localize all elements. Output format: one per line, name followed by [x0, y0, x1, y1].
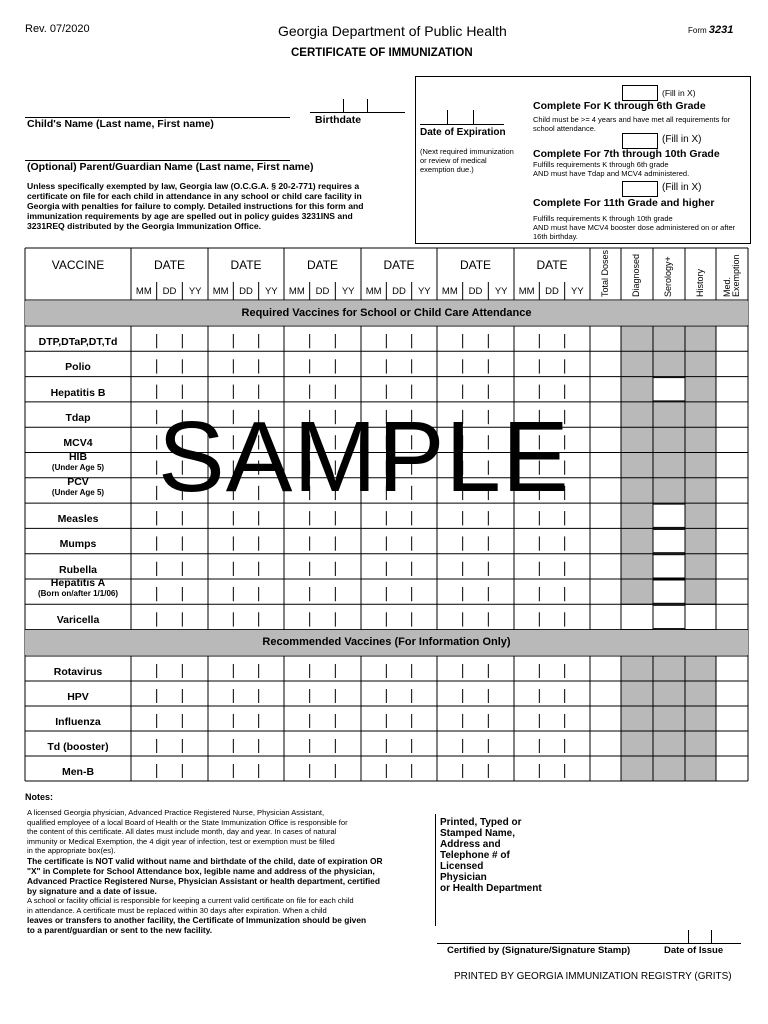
vaccine-name — [25, 451, 131, 472]
fill-label: (Fill in X) — [662, 182, 702, 193]
stamp-line: Licensed — [440, 861, 484, 872]
vaccine-label: Polio — [65, 361, 91, 374]
note-line: in attendance. A certificate must be replaced within 30 days after expiration. When a child — [27, 905, 327, 915]
vaccine-label: Mumps — [59, 538, 97, 551]
note-line: immunity or Medical Exemption, the 4 digit year of infection, test or exemption must be filled — [27, 836, 335, 846]
desc-line: Fulfills requirements K through 10th grade — [533, 214, 673, 223]
vaccine-name — [25, 387, 131, 399]
stamp-line: Stamped Name, — [440, 828, 516, 839]
stamp-line: Printed, Typed or — [440, 817, 522, 828]
sample-watermark: SAMPLE — [158, 401, 570, 513]
vaccine-header: VACCINE — [51, 258, 105, 272]
required-section-header: Required Vaccines for School or Child Care Attendance — [25, 301, 748, 325]
vaccine-label: MCV4 — [63, 437, 93, 450]
desc-line: Fulfills requirements K through 6th grade — [533, 160, 669, 169]
vaccine-name — [25, 361, 131, 373]
serology-box — [653, 580, 685, 603]
column-header: Serology+ — [663, 256, 673, 297]
date-header: DATE — [306, 258, 339, 272]
vaccine-label: HIB — [68, 450, 88, 463]
date-subheader: YY — [417, 286, 431, 297]
vaccine-label: Td (booster) — [47, 741, 109, 753]
serology-box — [653, 605, 685, 628]
vaccine-name — [25, 691, 131, 703]
date-header: DATE — [536, 258, 568, 272]
law-line: Georgia with penalties for failure to comply. Detailed instructions for this form and — [27, 201, 364, 211]
date-subheader: DD — [545, 286, 559, 297]
expiration-label: Date of Expiration — [420, 127, 506, 138]
note-line: Advanced Practice Registered Nurse, Physician Assistant or health department, certified — [27, 875, 380, 886]
vaccine-age-note: (Born on/after 1/1/06) — [37, 589, 118, 598]
column-header: History — [695, 268, 705, 297]
stamp-label — [440, 817, 542, 894]
column-header: Diagnosed — [631, 253, 641, 297]
note-line: the content of this certificate. All dates must include month, day and year. In cases of natural — [27, 827, 337, 837]
vaccine-label: PCV — [67, 475, 89, 488]
date-subheader: DD — [239, 286, 253, 297]
issue-tick — [711, 930, 712, 943]
issue-date-label: Date of Issue — [664, 945, 724, 956]
column-header: Med. Exemption — [722, 254, 741, 297]
date-subheader: DD — [468, 286, 483, 297]
issue-tick — [688, 930, 689, 943]
stamp-area-border — [435, 814, 436, 926]
vaccine-label: Rotavirus — [53, 666, 103, 678]
note-line: "X" in Complete for School Attendance box, legible name and address of the physician, — [27, 865, 375, 876]
column-header: Total Doses — [600, 249, 610, 297]
stamp-line: Telephone # of — [440, 850, 510, 861]
date-subheader: YY — [264, 286, 278, 297]
vaccine-name — [25, 437, 131, 449]
note-line: by signature and a date of issue. — [27, 885, 157, 896]
law-line: Unless specifically exempted by law, Georgia law (O.C.G.A. § 20-2-771) requires a — [27, 181, 360, 191]
notes-block — [27, 808, 427, 935]
note-line: leaves or transfers to another facility, the Certificate of Immunization should be given — [27, 915, 367, 926]
diagnosed-box — [621, 604, 653, 629]
date-header: DATE — [383, 258, 415, 272]
vaccine-name — [25, 716, 131, 728]
certified-label: Certified by (Signature/Signature Stamp) — [447, 945, 631, 956]
signature-line[interactable] — [437, 943, 741, 944]
vaccine-name — [25, 741, 131, 753]
serology-box — [653, 555, 685, 578]
date-subheader: YY — [341, 286, 355, 297]
vaccine-label: HPV — [67, 691, 89, 703]
form-label: Form 3231 — [688, 24, 734, 36]
stamp-line: or Health Department — [440, 883, 542, 894]
vaccine-name — [25, 766, 131, 778]
law-line: certificate on file for each child in attendance in any school or child care facility in — [27, 191, 362, 201]
date-subheader: DD — [392, 286, 406, 297]
note-line: (Next required immunization — [420, 147, 514, 156]
notes-heading: Notes: — [25, 792, 54, 802]
note-line: qualified employee of a local Board of Health or the State Immunization Office is responsible for — [27, 817, 348, 827]
date-subheader: YY — [494, 286, 508, 297]
vaccine-name — [25, 614, 131, 626]
note-line: or review of medical — [420, 156, 487, 165]
law-line: immunization requirements by age are spelled out in policy guides 3231INS and — [27, 211, 353, 221]
vaccine-name — [25, 336, 131, 348]
date-header: DATE — [153, 258, 186, 272]
child-name-label: Child's Name (Last name, First name) — [27, 118, 214, 130]
stamp-line: Physician — [440, 872, 487, 883]
note-line: A school or facility official is responsible for keeping a current valid certificate on file for each child — [27, 895, 354, 905]
desc-line: Child must be >= 4 years and have met all requirements for — [533, 115, 731, 124]
fill-label: (Fill in X) — [662, 88, 696, 98]
vaccine-label: Influenza — [55, 716, 101, 728]
11-plus-title: Complete For 11th Grade and higher — [533, 197, 715, 209]
stamp-line: Address and — [440, 839, 501, 850]
desc-line: AND must have MCV4 booster dose administered on or after — [533, 223, 736, 232]
date-subheader: YY — [188, 286, 202, 297]
form-number: 3231 — [708, 24, 734, 36]
7-10-title: Complete For 7th through 10th Grade — [533, 148, 720, 160]
date-subheader: MM — [441, 286, 458, 297]
serology-box — [653, 529, 685, 552]
vaccine-label: DTP,DTaP,DT,Td — [38, 336, 118, 348]
vaccine-label: Hepatitis B — [50, 386, 106, 399]
vaccine-label: Men-B — [61, 766, 95, 778]
revision-label: Rev. 07/2020 — [25, 23, 90, 35]
parent-name-label: (Optional) Parent/Guardian Name (Last name, First name) — [27, 161, 314, 173]
history-box — [685, 604, 716, 629]
page-title: CERTIFICATE OF IMMUNIZATION — [291, 47, 473, 59]
agency-name: Georgia Department of Public Health — [278, 23, 507, 39]
vaccine-name — [25, 666, 131, 678]
serology-box — [653, 378, 685, 401]
desc-line: 16th birthday. — [533, 232, 578, 241]
desc-line: AND must have Tdap and MCV4 administered. — [533, 169, 690, 178]
footer-text: PRINTED BY GEORGIA IMMUNIZATION REGISTRY (GRITS) — [454, 971, 732, 982]
vaccine-name — [25, 538, 131, 550]
date-subheader: MM — [365, 286, 382, 297]
date-header: DATE — [230, 258, 262, 272]
vaccine-name — [25, 564, 131, 576]
vaccine-label: Rubella — [59, 563, 97, 576]
fill-label: (Fill in X) — [662, 134, 702, 145]
note-line: A licensed Georgia physician, Advanced Practice Registered Nurse, Physician Assistant, — [27, 808, 325, 817]
vaccine-label: Hepatitis A — [50, 577, 106, 589]
birthdate-label: Birthdate — [315, 114, 362, 126]
note-line: to a parent/guardian or sent to the new facility. — [27, 925, 213, 936]
serology-box — [653, 504, 685, 527]
desc-line: school attendance. — [533, 124, 596, 133]
vaccine-name — [25, 577, 131, 598]
vaccine-age-note: (Under Age 5) — [51, 462, 105, 472]
date-subheader: MM — [135, 286, 152, 297]
date-subheader: MM — [212, 286, 229, 297]
vaccine-name — [25, 412, 131, 424]
vaccine-age-note: (Under Age 5) — [51, 487, 105, 497]
vaccine-name — [25, 476, 131, 497]
vaccine-label: Varicella — [56, 614, 100, 627]
vaccine-name — [25, 513, 131, 525]
law-line: 3231REQ distributed by the Georgia Immunization Office. — [27, 221, 261, 231]
k-6-title: Complete For K through 6th Grade — [533, 100, 706, 112]
note-line: exemption due.) — [420, 165, 474, 174]
note-line: The certificate is NOT valid without name and birthdate of the child, date of expiration OR — [27, 855, 383, 866]
date-subheader: DD — [162, 286, 177, 297]
recommended-section-header: Recommended Vaccines (For Information Only) — [25, 630, 748, 655]
vaccine-label: Measles — [57, 513, 99, 526]
date-subheader: DD — [315, 286, 330, 297]
vaccine-label: Tdap — [65, 411, 91, 424]
date-header: DATE — [459, 258, 492, 272]
date-subheader: MM — [288, 286, 305, 297]
date-subheader: MM — [518, 286, 535, 297]
note-line: in the appropriate box(es). — [27, 846, 116, 856]
gray-fill — [621, 656, 716, 781]
date-subheader: YY — [570, 286, 584, 297]
